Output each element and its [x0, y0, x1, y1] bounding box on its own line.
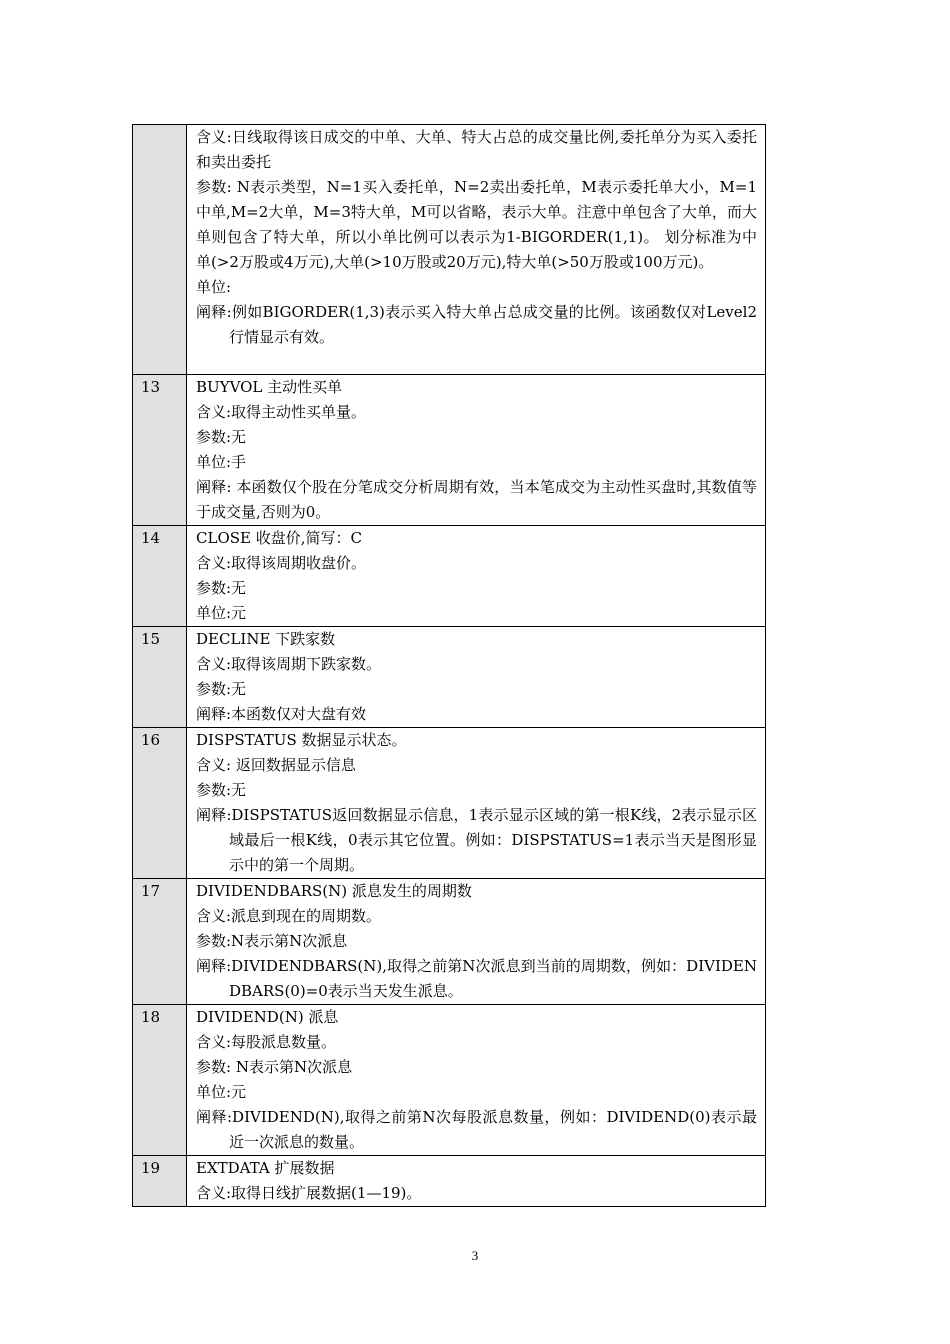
content-line: 单位:元: [196, 1083, 247, 1101]
row-number: [133, 125, 187, 375]
row-content: [187, 1005, 766, 1156]
row-content: [187, 1156, 766, 1207]
row-content: [187, 375, 766, 526]
content-line: 单位:: [196, 278, 232, 296]
content-line: BUYVOL 主动性买单: [196, 378, 343, 396]
content-line: 阐释:例如BIGORDER(1,3)表示买入特大单占总成交量的比例。该函数仅对Level2行情显示有效。: [196, 303, 757, 346]
table-row: [133, 728, 766, 879]
content-line: 参数:无: [196, 579, 247, 597]
content-line: 参数: N表示第N次派息: [196, 1058, 353, 1076]
content-line: 含义:取得该周期收盘价。: [196, 554, 367, 572]
content-line: 含义:取得该周期下跌家数。: [196, 655, 382, 673]
row-number: 13: [133, 375, 187, 526]
content-line: DECLINE 下跌家数: [196, 630, 336, 648]
content-line: DIVIDEND(N) 派息: [196, 1008, 339, 1026]
row-number: 15: [133, 627, 187, 728]
row-number: 17: [133, 879, 187, 1005]
content-line: 参数: N表示类型，N=1买入委托单，N=2卖出委托单，M表示委托单大小，M=1中单,M=2大单，M=3特大单，M可以省略，表示大单。注意中单包含了大单，而大单则包含了特大单，所以小单比例可以表示为1-BIGORDER(1,1)。 划分标准为中单(>2万股或4万元),大单(>10万股或20万元),特大单(>50万股或100万元)。: [196, 178, 757, 271]
row-content: [187, 879, 766, 1005]
table-row: [133, 125, 766, 375]
content-line: 含义:取得主动性买单量。: [196, 403, 367, 421]
row-number: 19: [133, 1156, 187, 1207]
content-line: DIVIDENDBARS(N) 派息发生的周期数: [196, 882, 472, 900]
table-row: [133, 375, 766, 526]
content-line: 单位:手: [196, 453, 247, 471]
table-row: [133, 1156, 766, 1207]
page-number: 3: [471, 1248, 479, 1263]
row-number: 14: [133, 526, 187, 627]
content-line: 含义:每股派息数量。: [196, 1033, 337, 1051]
content-line: CLOSE 收盘价,简写：C: [196, 529, 362, 547]
table-row: [133, 879, 766, 1005]
row-content: [187, 526, 766, 627]
table-body: [133, 125, 766, 1207]
content-line: 阐释:DIVIDENDBARS(N),取得之前第N次派息到当前的周期数，例如：DIVIDENDBARS(0)=0表示当天发生派息。: [196, 957, 757, 1000]
table-row: [133, 1005, 766, 1156]
content-line: EXTDATA 扩展数据: [196, 1159, 335, 1177]
content-line: 参数:无: [196, 781, 247, 799]
table-row: [133, 627, 766, 728]
content-line: 含义:派息到现在的周期数。: [196, 907, 382, 925]
content-line: 阐释: 本函数仅个股在分笔成交分析周期有效，当本笔成交为主动性买盘时,其数值等于成交量,否则为0。: [196, 478, 757, 521]
content-line: 阐释:本函数仅对大盘有效: [196, 705, 367, 723]
content-line: 含义:取得日线扩展数据(1—19)。: [196, 1184, 422, 1202]
content-line: 参数:无: [196, 680, 247, 698]
content-line: 参数:N表示第N次派息: [196, 932, 348, 950]
row-number: 16: [133, 728, 187, 879]
row-content: [187, 728, 766, 879]
content-line: DISPSTATUS 数据显示状态。: [196, 731, 407, 749]
row-content: [187, 627, 766, 728]
content-line: 含义:日线取得该日成交的中单、大单、特大占总的成交量比例,委托单分为买入委托和卖出委托: [196, 128, 757, 171]
table-row: [133, 526, 766, 627]
content-line: 参数:无: [196, 428, 247, 446]
content-line: 单位:元: [196, 604, 247, 622]
content-line: 阐释:DISPSTATUS返回数据显示信息，1表示显示区域的第一根K线，2表示显示区域最后一根K线，0表示其它位置。例如：DISPSTATUS=1表示当天是图形显示中的第一个周期。: [196, 806, 757, 874]
function-reference-table: [132, 124, 766, 1207]
row-number: 18: [133, 1005, 187, 1156]
content-line: 含义: 返回数据显示信息: [196, 756, 356, 774]
row-content: [187, 125, 766, 375]
content-line: 阐释:DIVIDEND(N),取得之前第N次每股派息数量，例如：DIVIDEND(0)表示最近一次派息的数量。: [196, 1108, 757, 1151]
